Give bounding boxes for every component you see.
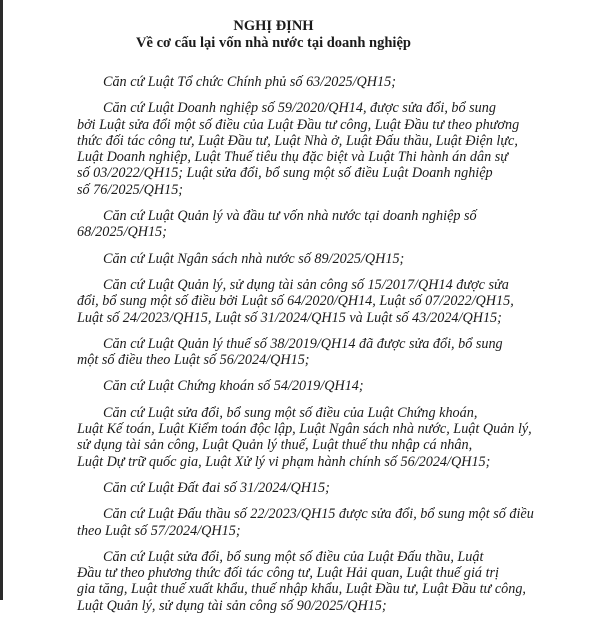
paragraph-line: Căn cứ Luật Doanh nghiệp số 59/2020/QH14, được sửa đổi, bổ sung [103,100,496,117]
legal-basis-paragraph [77,506,534,539]
paragraph-line: Luật Quản lý, sử dụng tài sản công số 90/2025/QH15; [77,597,387,614]
paragraph-line: Căn cứ Luật sửa đổi, bổ sung một số điều của Luật Chứng khoán, [103,404,478,421]
legal-basis-paragraph [77,480,470,496]
document-page [77,18,534,624]
document-body [77,74,534,614]
paragraph-line: Căn cứ Luật Ngân sách nhà nước số 89/2025/QH15; [103,250,405,267]
paragraph-line: Căn cứ Luật Quản lý, sử dụng tài sản công số 15/2017/QH14 được sửa [103,276,509,293]
paragraph-line: Đầu tư theo phương thức đối tác công tư, Luật Hải quan, Luật thuế giá trị [77,565,499,582]
paragraph-line: Luật Doanh nghiệp, Luật Thuế tiêu thụ đặc biệt và Luật Thi hành án dân sự [77,149,509,166]
paragraph-line: Căn cứ Luật Chứng khoán số 54/2019/QH14; [103,378,364,395]
document-subtitle: Về cơ cấu lại vốn nhà nước tại doanh nghiệp [136,35,411,51]
legal-basis-paragraph [77,335,503,369]
legal-basis-paragraph [77,404,532,470]
legal-basis-paragraph [77,378,470,394]
legal-basis-paragraph [77,74,470,90]
paragraph-line: số 76/2025/QH15; [77,181,184,198]
paragraph-line: theo Luật số 57/2024/QH15; [77,522,241,539]
paragraph-line: Căn cứ Luật Quản lý thuế số 38/2019/QH14 đã được sửa đổi, bổ sung [103,335,503,352]
paragraph-line: Luật Dự trữ quốc gia, Luật Xử lý vi phạm hành chính số 56/2024/QH15; [77,453,491,470]
paragraph-line: số 03/2022/QH15; Luật sửa đổi, bổ sung một số điều Luật Doanh nghiệp [77,165,493,182]
legal-basis-paragraph [77,548,526,614]
paragraph-line: Căn cứ Luật sửa đổi, bổ sung một số điều của Luật Đấu thầu, Luật [103,548,484,565]
legal-basis-paragraph [77,100,520,198]
paragraph-line: đổi, bổ sung một số điều bởi Luật số 64/2020/QH14, Luật số 07/2022/QH15, [77,293,514,310]
paragraph-line: Căn cứ Luật Đất đai số 31/2024/QH15; [103,479,330,496]
legal-basis-paragraph [77,276,514,326]
paragraph-line: Căn cứ Luật Đấu thầu số 22/2023/QH15 được sửa đổi, bổ sung một số điều [103,506,534,523]
paragraph-line: Căn cứ Luật Quản lý và đầu tư vốn nhà nước tại doanh nghiệp số [103,208,477,225]
legal-basis-paragraph [77,251,470,267]
paragraph-line: gia tăng, Luật thuế xuất khẩu, thuế nhập khẩu, Luật Đầu tư, Luật Đầu tư công, [77,581,526,598]
paragraph-line: 68/2025/QH15; [77,224,167,241]
paragraph-line: bởi Luật sửa đổi một số điều của Luật Đầu tư công, Luật Đầu tư theo phương [77,116,520,133]
paragraph-line: một số điều theo Luật số 56/2024/QH15; [77,352,310,369]
legal-basis-paragraph [77,208,477,241]
document-title: NGHỊ ĐỊNH [233,18,314,34]
paragraph-line: Luật Kế toán, Luật Kiểm toán độc lập, Luật Ngân sách nhà nước, Luật Quản lý, [77,421,532,438]
paragraph-line: thức đối tác công tư, Luật Đầu tư, Luật Nhà ở, Luật Đấu thầu, Luật Điện lực, [77,132,518,149]
paragraph-line: Căn cứ Luật Tổ chức Chính phủ số 63/2025/QH15; [103,74,396,90]
paragraph-line: sử dụng tài sản công, Luật Quản lý thuế, Luật thuế thu nhập cá nhân, [77,437,473,454]
page-left-edge [0,0,3,600]
paragraph-line: Luật số 24/2023/QH15, Luật số 31/2024/QH15 và Luật số 43/2024/QH15; [77,309,502,326]
